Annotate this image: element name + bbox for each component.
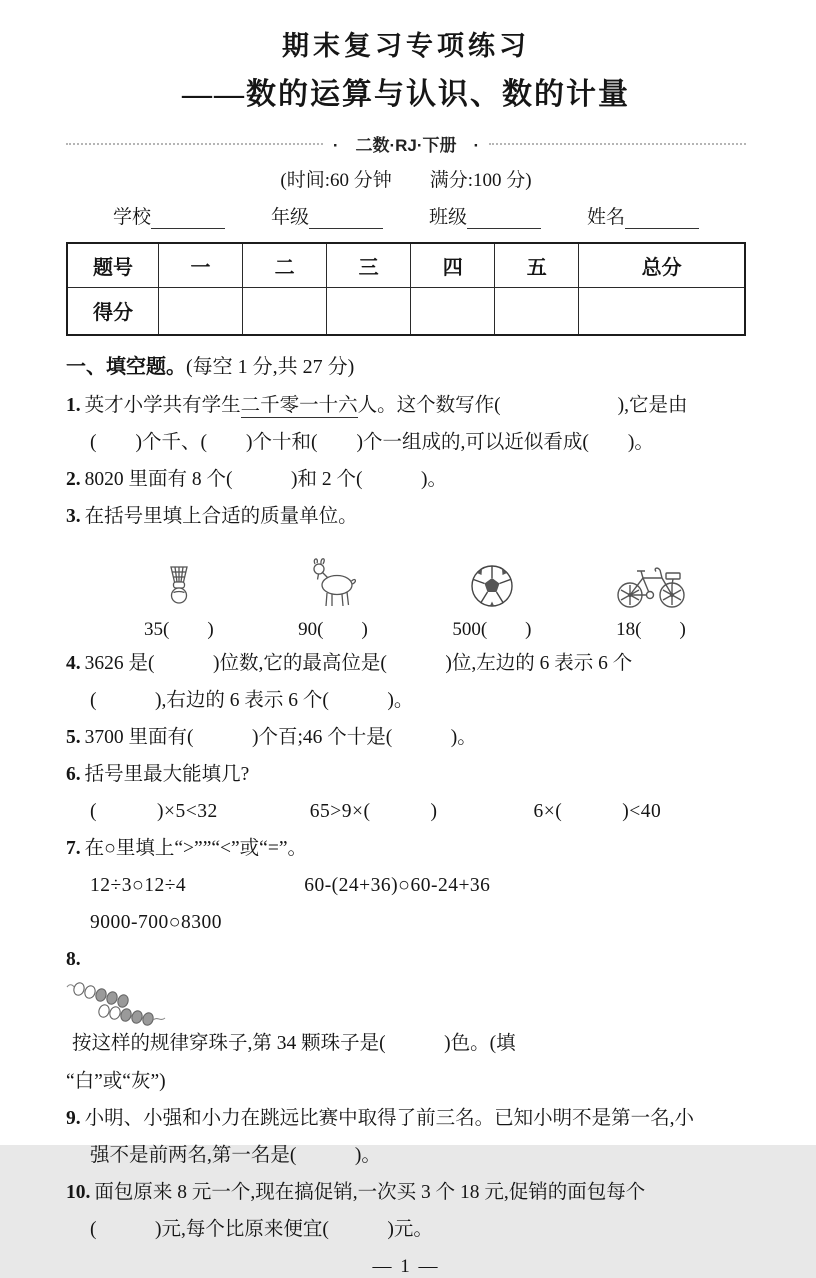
grade-label: 年级 (270, 207, 309, 228)
score-row-label: 得分 (67, 287, 159, 335)
school-label: 学校 (112, 207, 151, 228)
question-10-line-1: 面包原来 8 元一个,现在搞促销,一次买 3 个 18 元,促销的面包每个 (94, 1182, 646, 1204)
item-goat-label: 90( ) (298, 619, 368, 640)
question-2-text: 8020 里面有 8 个( )和 2 个( )。 (84, 469, 447, 490)
question-6 (66, 756, 746, 830)
score-cell-4 (411, 287, 495, 335)
question-7-line-1 (66, 867, 746, 904)
question-4-line-1: 3626 是( )位数,它的最高位是( )位,左边的 6 表示 6 个 (84, 653, 633, 674)
score-cell-total (579, 287, 745, 335)
section-1-title: 一、填空题。 (66, 356, 186, 378)
score-table-header-row (67, 243, 745, 287)
question-4-number: 4. (66, 653, 81, 674)
question-1-underlined-number: 二千零一十六 (240, 395, 358, 416)
score-table-score-row (67, 287, 745, 335)
item-bicycle-label: 18( ) (616, 619, 686, 640)
class-label: 班级 (429, 207, 468, 228)
class-field (429, 202, 541, 229)
school-field (113, 202, 225, 229)
edition-divider (66, 131, 746, 156)
question-8 (66, 941, 746, 1100)
question-1-number: 1. (66, 395, 81, 416)
page-subtitle: ——数的运算与认识、数的计量 (182, 78, 630, 111)
goat-icon (304, 557, 362, 609)
question-7-text: 在○里填上“>””“<”或“=”。 (84, 838, 307, 859)
question-9 (66, 1100, 746, 1174)
item-shuttlecock (144, 565, 214, 641)
name-label: 姓名 (587, 207, 626, 228)
question-3 (66, 498, 746, 645)
score-col-5: 五 (495, 243, 579, 287)
question-1 (66, 387, 746, 461)
question-5 (66, 719, 746, 756)
question-6-expression-2: 65>9×( ) (309, 801, 438, 822)
question-1-line-2: ( )个千、( )个十和( )个一组成的,可以近似看成( )。 (90, 432, 654, 453)
question-3-items (66, 535, 746, 645)
grade-field (271, 202, 383, 229)
section-1-heading (66, 350, 746, 379)
score-cell-1 (159, 287, 243, 335)
question-1-text-post: 人。这个数写作( ),它是由 (357, 395, 688, 416)
question-7 (66, 830, 746, 941)
score-table (66, 242, 746, 336)
item-soccer-ball (452, 563, 531, 641)
question-6-number: 6. (66, 764, 81, 785)
student-info-row (66, 202, 746, 229)
school-blank (151, 209, 225, 229)
page-title: 期末复习专项练习 (282, 31, 530, 61)
item-bicycle (616, 561, 686, 641)
question-10 (66, 1174, 746, 1248)
score-col-1: 一 (159, 243, 243, 287)
score-col-3: 三 (327, 243, 411, 287)
question-7-expression-2: 60-(24+36)○60-24+36 (304, 875, 491, 896)
item-soccer-ball-label: 500( ) (452, 619, 532, 640)
question-10-number: 10. (66, 1182, 91, 1204)
question-7-expression-3: 9000-700○8300 (90, 912, 223, 933)
question-3-number: 3. (66, 506, 81, 527)
exam-meta: (时间:60 分钟 满分:100 分) (280, 170, 532, 191)
question-9-line-1: 小明、小强和小力在跳远比赛中取得了前三名。已知小明不是第一名,小 (84, 1108, 695, 1130)
question-9-number: 9. (66, 1108, 81, 1130)
question-8-line-2: “白”或“灰”) (66, 1071, 166, 1093)
grade-blank (309, 209, 383, 229)
name-blank (625, 209, 699, 229)
class-blank (467, 209, 541, 229)
score-col-label: 题号 (67, 243, 159, 287)
question-9-line-2: 强不是前两名,第一名是( )。 (90, 1145, 381, 1167)
question-8-number: 8. (66, 949, 81, 970)
question-6-text: 括号里最大能填几? (84, 764, 250, 785)
score-col-2: 二 (243, 243, 327, 287)
score-cell-3 (327, 287, 411, 335)
score-cell-5 (495, 287, 579, 335)
divider-line-left (66, 143, 323, 145)
question-5-number: 5. (66, 727, 81, 748)
question-2-number: 2. (66, 469, 81, 490)
question-4 (66, 645, 746, 719)
soccer-ball-icon (469, 563, 515, 609)
question-8-text: 按这样的规律穿珠子,第 34 颗珠子是( )色。(填 (72, 1033, 516, 1055)
question-4-line-2: ( ),右边的 6 表示 6 个( )。 (90, 690, 414, 711)
question-7-expression-1: 12÷3○12÷4 (90, 875, 187, 896)
question-6-expression-3: 6×( )<40 (533, 801, 662, 822)
score-col-4: 四 (411, 243, 495, 287)
name-field (587, 202, 699, 229)
page-number: — 1 — (372, 1256, 440, 1278)
edition-label: · 二数·RJ·下册 · (332, 136, 480, 155)
question-6-expression-1: ( )×5<32 (90, 801, 218, 822)
shuttlecock-icon (164, 565, 194, 609)
item-shuttlecock-label: 35( ) (144, 619, 214, 640)
score-cell-2 (243, 287, 327, 335)
divider-line-right (489, 143, 746, 145)
score-col-total: 总分 (579, 243, 745, 287)
question-1-text-pre: 英才小学共有学生 (84, 395, 241, 416)
question-2 (66, 461, 746, 498)
question-6-expressions (66, 793, 746, 830)
question-5-text: 3700 里面有( )个百;46 个十是( )。 (84, 727, 477, 748)
section-1-note: (每空 1 分,共 27 分) (186, 356, 355, 378)
item-goat (298, 557, 368, 641)
bead-pattern-icon (66, 979, 746, 1025)
question-10-line-2: ( )元,每个比原来便宜( )元。 (90, 1219, 433, 1241)
question-3-text: 在括号里填上合适的质量单位。 (84, 506, 358, 527)
question-7-number: 7. (66, 838, 81, 859)
bicycle-icon (616, 561, 686, 609)
